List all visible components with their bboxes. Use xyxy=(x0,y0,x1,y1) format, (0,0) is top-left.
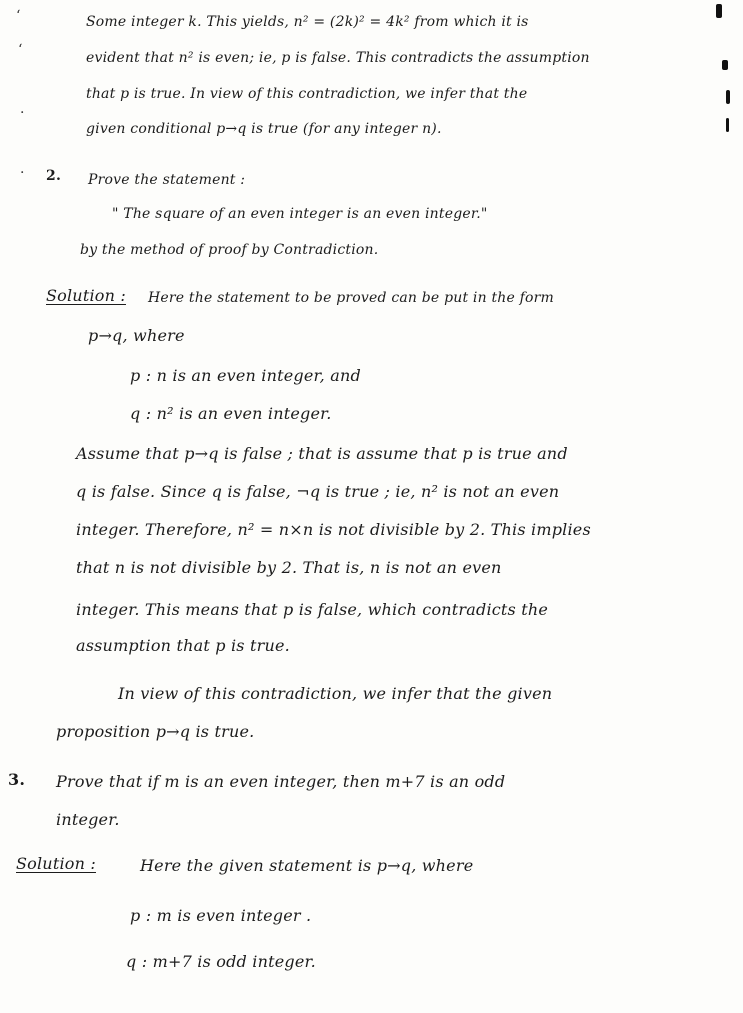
quoted-statement: " The square of an even integer is an even integer." xyxy=(112,206,488,222)
binding-mark xyxy=(716,4,722,18)
binding-mark xyxy=(726,90,730,104)
margin-mark: · xyxy=(20,165,25,181)
text-line: Assume that p→q is false ; that is assume that p is true and xyxy=(76,444,568,463)
binding-mark xyxy=(726,118,729,132)
text-line: integer. xyxy=(56,810,120,829)
margin-mark: ‘ xyxy=(16,8,21,24)
solution-label: Solution : xyxy=(46,286,126,305)
text-line: Some integer k. This yields, n² = (2k)² = 4k² from which it is xyxy=(86,14,529,30)
text-line: integer. This means that p is false, which contradicts the xyxy=(76,600,549,619)
text-line: assumption that p is true. xyxy=(76,636,290,655)
binding-mark xyxy=(722,60,728,70)
text-line: q is false. Since q is false, ¬q is true ; ie, n² is not an even xyxy=(76,482,560,501)
definition-q: q : n² is an even integer. xyxy=(130,404,332,423)
problem-statement: Prove the statement : xyxy=(88,172,246,188)
solution-label: Solution : xyxy=(16,854,96,873)
definition-p: p : n is an even integer, and xyxy=(130,366,361,385)
text-line: p→q, where xyxy=(88,326,185,345)
text-line: Here the given statement is p→q, where xyxy=(140,856,474,875)
margin-mark: · xyxy=(20,105,25,121)
definition-q: q : m+7 is odd integer. xyxy=(126,952,316,971)
text-line: proposition p→q is true. xyxy=(56,722,255,741)
text-line: by the method of proof by Contradiction. xyxy=(80,242,379,258)
text-line: evident that n² is even; ie, p is false. This contradicts the assumption xyxy=(86,50,590,66)
problem-number: 2. xyxy=(46,168,62,184)
text-line: given conditional p→q is true (for any integer n). xyxy=(86,121,442,137)
text-line: integer. Therefore, n² = n×n is not divisible by 2. This implies xyxy=(76,520,591,539)
text-line: that p is true. In view of this contradiction, we infer that the xyxy=(86,86,528,102)
text-line: In view of this contradiction, we infer that the given xyxy=(118,684,553,703)
problem-number: 3. xyxy=(8,770,26,789)
margin-mark: ‘ xyxy=(18,42,23,58)
text-line: that n is not divisible by 2. That is, n is not an even xyxy=(76,558,502,577)
definition-p: p : m is even integer . xyxy=(130,906,312,925)
text-line: Here the statement to be proved can be put in the form xyxy=(148,290,555,306)
problem-statement: Prove that if m is an even integer, then m+7 is an odd xyxy=(56,772,506,791)
